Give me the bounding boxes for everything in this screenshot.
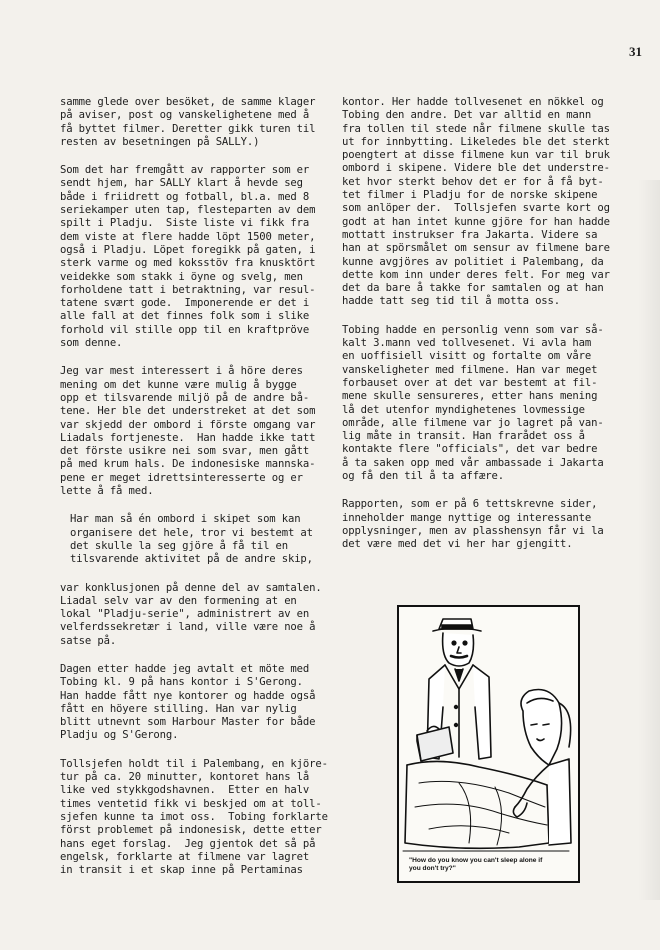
paragraph: Tollsjefen holdt til i Palembang, en kjöre- tur på ca. 20 minutter, kontoret hans lå like ved stykkgodshavnen. Etter en halv times ventetid fikk vi beskjed om at toll- sjefen kunne ta imot oss. Tobing forklarte först problemet på indonesisk, dette etter hans eget forslag. Jeg gjentok det så på engelsk, forklarte at filmene var lagret in transit i et skap inne på Pertaminas	[60, 757, 328, 877]
paragraph: samme glede over besöket, de samme klager på aviser, post og vanskelighetene med å få byttet filmer. Deretter gikk turen til resten av besetningen på SALLY.)	[60, 96, 316, 148]
cartoon-drawing	[399, 607, 577, 880]
paragraph: Rapporten, som er på 6 tettskrevne sider, inneholder mange nyttige og interessante opplysninger, men av plasshensyn får vi la det være med det vi her har gjengitt.	[342, 498, 604, 551]
paragraph: kontor. Her hadde tollvesenet en nökkel og Tobing den andre. Det var alltid en mann fra tollen til stede når filmene skulle tas ut for innbytting. Likeledes ble det sterkt poengtert at disse filmene kun var til bruk ombord i skipene. Videre ble det understre- ket hvor sterkt behov det er for å få byt- tet filmer i Pladju for de norske skipene som anlöper der. Tollsjefen svarte kort og godt at han intet kunne gjöre for han hadde mottatt instrukser fra Jakarta. Videre sa han at spörsmålet om sensur av filmene bare kunne avgjöres av politiet i Palembang, da dette kom inn under deres felt. For meg var det da bare å takke for samtalen og at han hadde tatt seg tid til å motta oss.	[342, 96, 610, 308]
indented-quote: Har man så én ombord i skipet som kan organisere det hele, tror vi bestemt at det skulle la seg gjöre å få til en tilsvarende aktivitet på de andre skip,	[70, 513, 313, 566]
paragraph: Jeg var mest interessert i å höre deres mening om det kunne være mulig å bygge opp et tilsvarende miljö på de andre bå- tene. Her ble det understreket at det som var skjedd der ombord i förste omgang var Liadals fortjeneste. Han hadde ikke tatt det förste usikre nei som svar, men gått på med krum hals. De indonesiske mannska- pene er meget idrettsinteresserte og er lette å få med.	[60, 365, 316, 498]
left-column	[60, 96, 338, 892]
page-edge-shadow	[638, 180, 660, 900]
paragraph: Dagen etter hadde jeg avtalt et möte med Tobing kl. 9 på hans kontor i S'Gerong. Han hadde fått nye kontorer og hadde også fått en höyere stilling. Han var nylig blitt utnevnt som Harbour Master for både Pladju og S'Gerong.	[60, 662, 316, 742]
cartoon-illustration	[397, 605, 580, 883]
cartoon-caption: "How do you know you can't sleep alone if you don't try?"	[409, 857, 543, 872]
paragraph: Som det har fremgått av rapporter som er sendt hjem, har SALLY klart å hevde seg både i friidrett og fotball, bl.a. med 8 seriekamper uten tap, flesteparten av dem spilt i Pladju. Siste liste vi fikk fra dem viste at flere hadde löpt 1500 meter, også i Pladju. Löpet foregikk på gaten, i sterk varme og med koksstöv fra knusktört veidekke som stakk i öyne og svelg, men forholdene tatt i betraktning, var resul- tatene svært gode. Imponerende er det i alle fall at det finnes folk som i slike forhold vil stille opp til en kraftpröve som denne.	[60, 164, 316, 350]
paragraph: Tobing hadde en personlig venn som var så- kalt 3.mann ved tollvesenet. Vi avla ham en uoffisiell visitt og fortalte om våre vanskeligheter med filmene. Han var meget forbauset over at det var bestemt at fil- mene skulle sensureres, etter hans mening lå det utenfor myndighetenes lovmessige område, alle filmene var jo lagret på van- lig måte in transit. Han frarådet oss å kontakte flere "officials", det var bedre å ta saken opp med vår ambassade i Jakarta og få den til å ta affære.	[342, 323, 604, 483]
page-number: 31	[629, 44, 642, 59]
right-column	[342, 96, 620, 567]
paragraph: var konklusjonen på denne del av samtalen. Liadal selv var av den formening at en lokal "Pladju-serie", administrert av en velferdssekretær i land, ville være noe å satse på.	[60, 581, 322, 647]
